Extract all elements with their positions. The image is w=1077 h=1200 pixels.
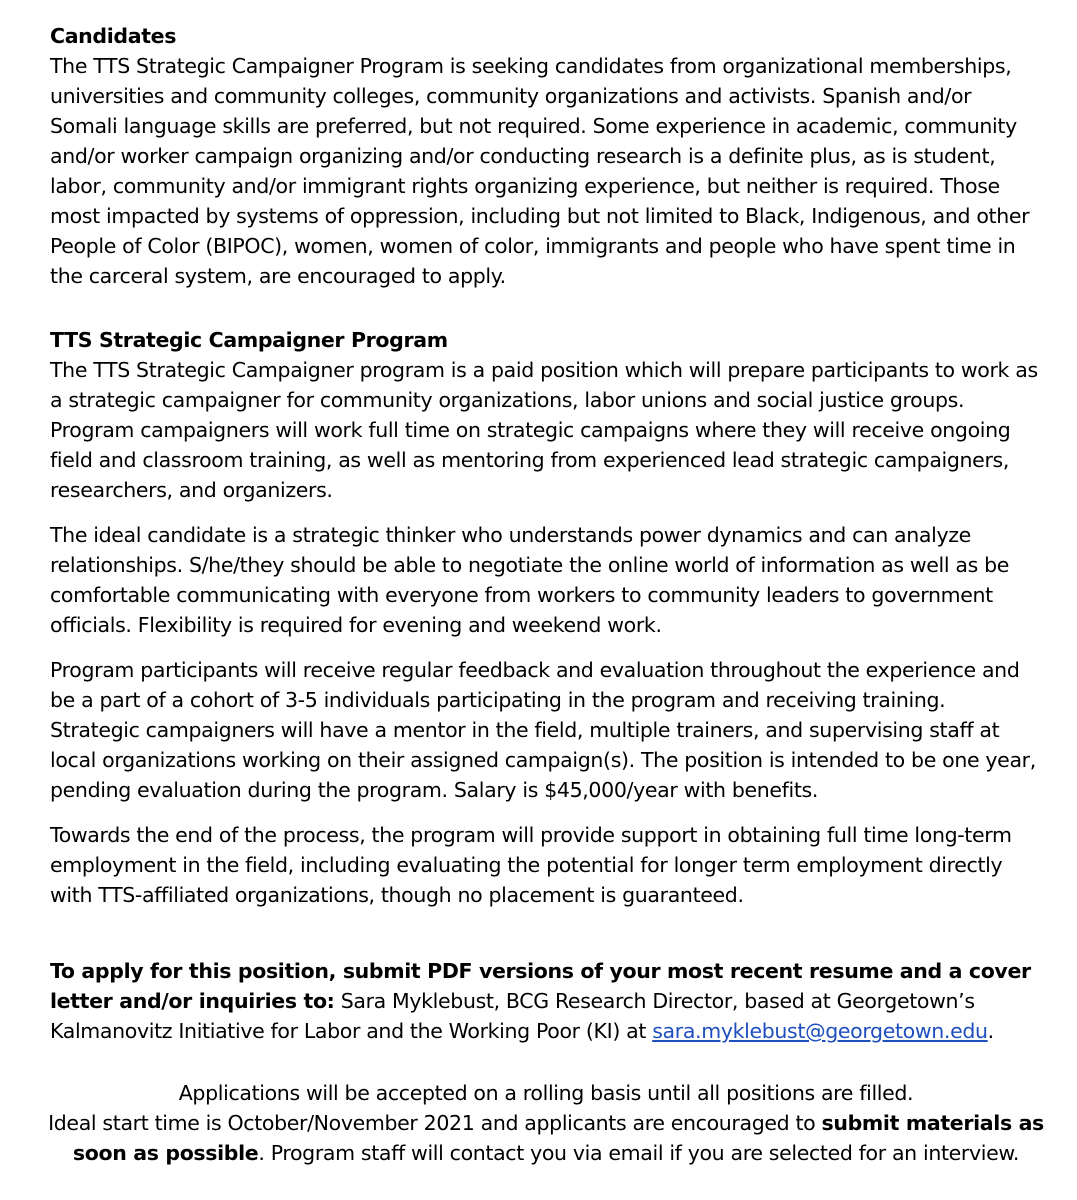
closing-notice xyxy=(46,1078,1046,1168)
program-heading: TTS Strategic Campaigner Program xyxy=(50,328,448,352)
program-paragraph-1: The TTS Strategic Campaigner program is a paid position which will prepare participants to work as a strategic campaigner for community organizations, labor unions and social justice groups. Program campaigners will work full time on strategic campaigns where they will receive ongoing field and classroom training, as well as mentoring from experienced lead strategic campaigners, researchers, and organizers. xyxy=(50,358,1038,502)
candidates-heading: Candidates xyxy=(50,24,177,48)
candidates-body: The TTS Strategic Campaigner Program is seeking candidates from organizational memberships, universities and community colleges, community organizations and activists. Spanish and/or Somali language skills are preferred, but not required. Some experience in academic, community and/or worker campaign organizing and/or conducting research is a definite plus, as is student, labor, community and/or immigrant rights organizing experience, but neither is required. Those most impacted by systems of oppression, including but not limited to Black, Indigenous, and other People of Color (BIPOC), women, women of color, immigrants and people who have spent time in the carceral system, are encouraged to apply. xyxy=(50,54,1030,288)
email-link[interactable]: sara.myklebust@georgetown.edu xyxy=(652,1019,988,1043)
candidates-section xyxy=(50,21,1040,291)
apply-instructions xyxy=(50,956,1040,1046)
apply-contact-text: Sara Myklebust, BCG Research Director, based at Georgetown’s Kalmanovitz Initiative for Labor and the Working Poor (KI) at xyxy=(50,989,975,1043)
program-paragraph-3: Program participants will receive regular feedback and evaluation throughout the experience and be a part of a cohort of 3-5 individuals participating in the program and receiving training. Strategic campaigners will have a mentor in the field, multiple trainers, and supervising staff at local organizations working on their assigned campaign(s). The position is intended to be one year, pending evaluation during the program. Salary is $45,000/year with benefits. xyxy=(50,658,1036,802)
program-paragraph-2: The ideal candidate is a strategic thinker who understands power dynamics and can analyze relationships. S/he/they should be able to negotiate the online world of information as well as be comfortable communicating with everyone from workers to community leaders to government officials. Flexibility is required for evening and weekend work. xyxy=(50,523,1010,637)
program-section xyxy=(50,325,1040,910)
document-page xyxy=(48,21,1044,1168)
closing-line-2-post: . Program staff will contact you via email if you are selected for an interview. xyxy=(258,1141,1020,1165)
apply-bold-lead: To apply for this position, submit PDF versions of your most recent resume and a cover letter and/or inquiries to: xyxy=(50,959,1031,1013)
apply-trailing: . xyxy=(987,1019,994,1043)
closing-line-2-pre: Ideal start time is October/November 2021 and applicants are encouraged to xyxy=(48,1111,822,1135)
closing-line-1: Applications will be accepted on a rolling basis until all positions are filled. xyxy=(178,1081,914,1105)
closing-line-2-bold: submit materials as soon as possible xyxy=(72,1111,1044,1165)
program-paragraph-4: Towards the end of the process, the program will provide support in obtaining full time long-term employment in the field, including evaluating the potential for longer term employment directly with TTS-affiliated organizations, though no placement is guaranteed. xyxy=(50,823,1012,907)
closing-line-2 xyxy=(46,1108,1046,1168)
